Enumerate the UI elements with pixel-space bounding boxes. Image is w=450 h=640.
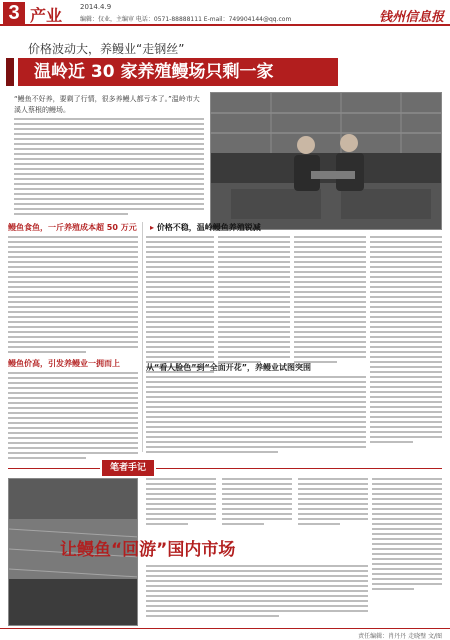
commentary-rule-right — [156, 468, 442, 469]
commentary-rule-left — [8, 468, 100, 469]
masthead — [0, 0, 450, 26]
column-divider — [142, 222, 143, 452]
commentary-col3 — [298, 478, 368, 528]
subhead-2: 鳗鱼价高，引发养鳗业一拥而上 — [8, 359, 120, 368]
subhead-4: 从“看人脸色”到“全面开花”，养鳗业试图突围 — [146, 363, 312, 372]
main-photo — [210, 92, 442, 230]
editor-line: 编辑：仅业，主编审 电话：0571-88888111 E-mail：749904144@qq.com — [80, 16, 292, 23]
headline-decoration — [6, 58, 14, 86]
col4-text — [294, 236, 366, 366]
col1-text-a — [8, 236, 138, 356]
commentary-tag: 笔者手记 — [102, 460, 154, 476]
lead-text-block — [14, 118, 204, 218]
commentary-title: 让鳗鱼“回游”国内市场 — [60, 540, 236, 560]
lead-first-line: “鳗鱼不好养，要剩了行情，很多养鳗人都亏本了。”温岭市大溪人蔡根的鳗场。 — [14, 95, 200, 114]
commentary-col2 — [222, 478, 292, 528]
photo-caption-subhead — [150, 222, 261, 233]
newspaper-name: 钱州信息报 — [378, 10, 444, 25]
arrow-icon: ▸ — [150, 223, 155, 232]
footer — [0, 628, 450, 640]
commentary-lower-text — [146, 565, 368, 620]
issue-date: 2014.4.9 — [80, 3, 112, 11]
section-number: 3 — [3, 2, 25, 24]
footer-credits: 责任编辑：肖丹丹 走晓璧 文/图 — [358, 633, 442, 640]
col5-text — [370, 236, 442, 446]
headline: 温岭近 30 家养殖鳗场只剩一家 — [18, 58, 338, 86]
kicker: 价格波动大，养鳗业“走钢丝” — [28, 42, 185, 56]
subhead-3: 价格不稳，温岭鳗鱼养殖锐减 — [156, 223, 261, 232]
col1-text-b — [8, 372, 138, 462]
col-lower-text — [146, 376, 366, 456]
subhead-1: 鳗鱼食鱼，一斤养殖成本超 50 万元 — [8, 223, 137, 232]
commentary-col1 — [146, 478, 216, 528]
section-name: 产业 — [30, 6, 63, 25]
commentary-col4 — [372, 478, 442, 593]
col3-text — [218, 236, 290, 366]
